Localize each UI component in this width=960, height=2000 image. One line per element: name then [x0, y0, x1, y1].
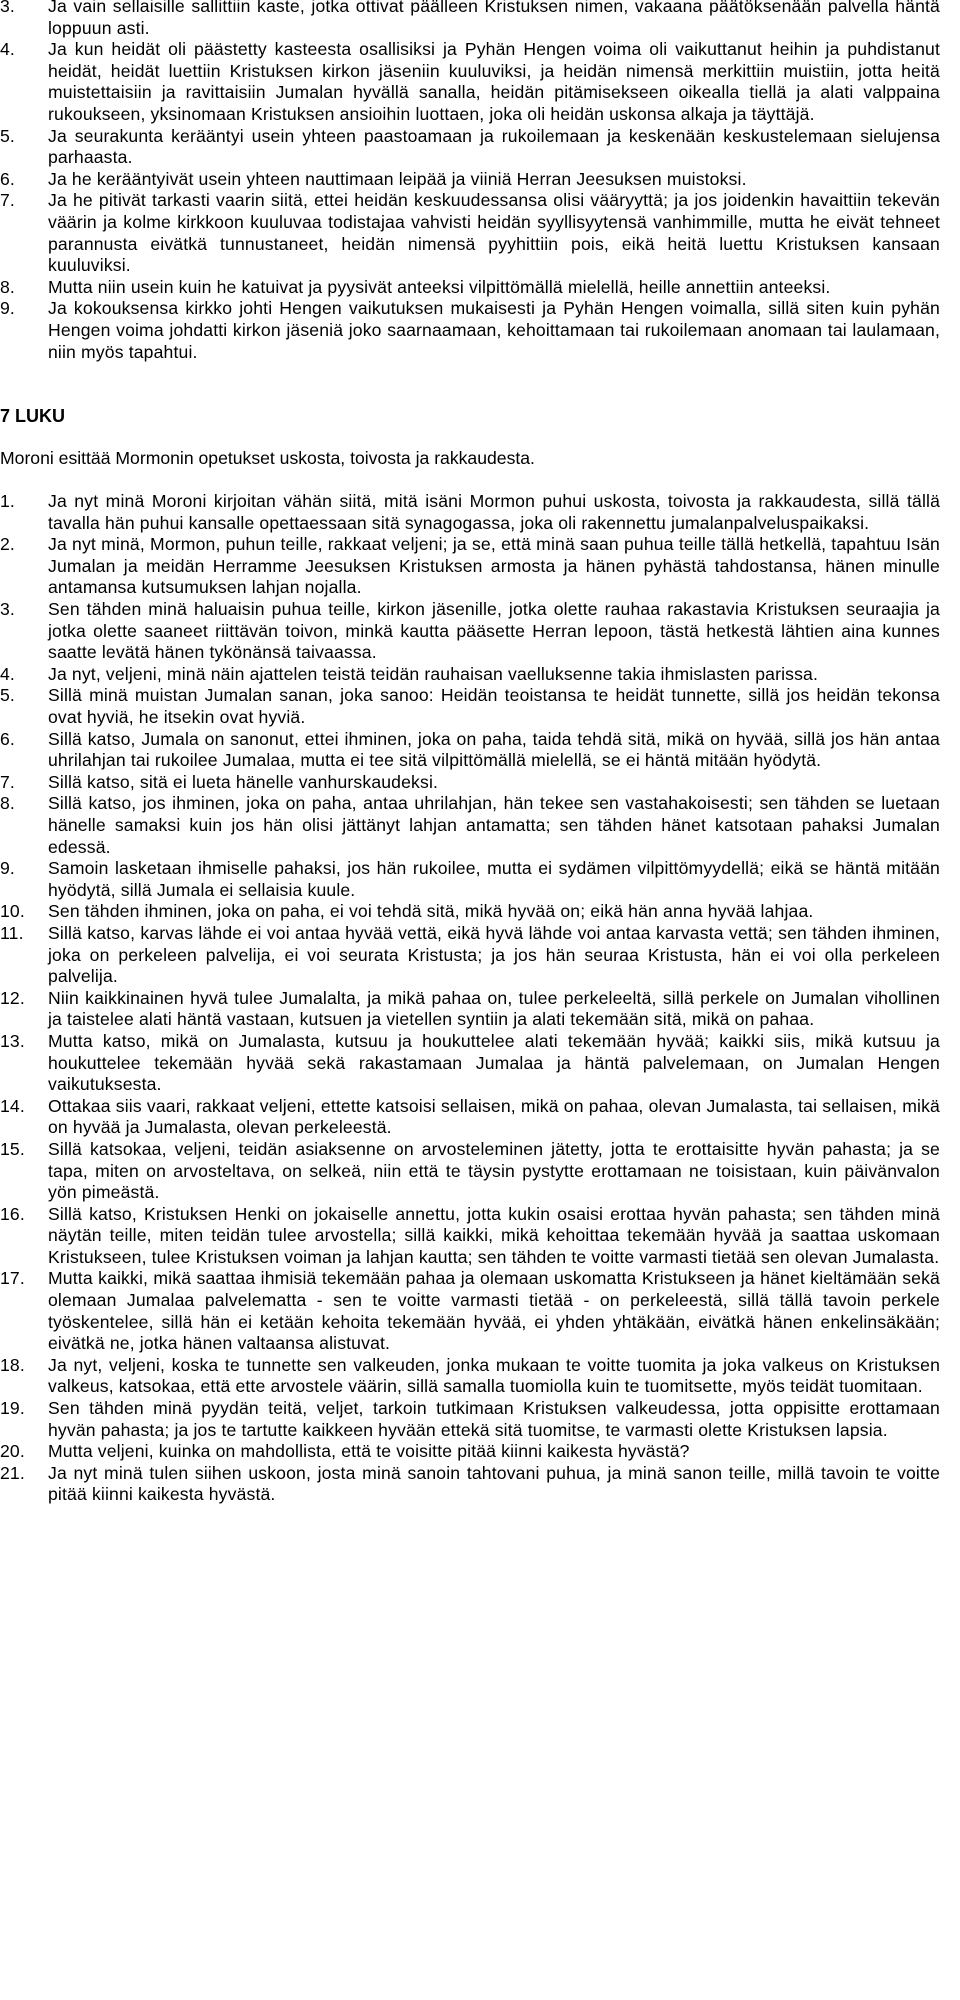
verse-number: 6.: [0, 728, 15, 749]
verse-number: 8.: [0, 276, 15, 297]
verse-number: 14.: [0, 1095, 25, 1116]
verse-number: 3.: [0, 0, 15, 16]
verse: [0, 923, 940, 988]
verse: [0, 1096, 940, 1139]
verse: [0, 1031, 940, 1096]
verse: [0, 599, 940, 664]
verse-text: Ja kokouksensa kirkko johti Hengen vaikutuksen mukaisesti ja Pyhän Hengen voimalla, sillä siten kuin pyhän Hengen voima johdatti kirkon jäseniä joko saarnaamaan, kehoittamaan tai rukoilemaan anomaan tai laulamaan, niin myös tapahtui.: [48, 298, 940, 362]
verse-text: Mutta kaikki, mikä saattaa ihmisiä tekemään pahaa ja olemaan uskomatta Kristukseen ja hänet kieltämään sekä olemaan Jumalaa palvelematta - sen te voitte varmasti tietää - on perkeleestä, sillä tällä tavoin perkele työskentelee, sillä hän ei ketään kehoita tekemään hyvää, ei yhden yhtäkään, eivätkä hänen enkelinsäkään; eivätkä ne, jotka hänen valtaansa alistuvat.: [48, 1268, 940, 1354]
verse-text: Ja seurakunta kerääntyi usein yhteen paastoamaan ja rukoilemaan ja keskenään keskustelemaan sielujensa parhaasta.: [48, 125, 940, 168]
verse: [0, 39, 940, 125]
verse-text: Sen tähden minä haluaisin puhua teille, kirkon jäsenille, jotka olette rauhaa rakastavia Kristuksen seuraajia ja jotka olette saaneet riittävän toivon, minkä kautta pääsette Herran lepoon, tästä hetkestä lähtien aina kunnes saatte levätä hänen tykönänsä taivaassa.: [48, 599, 940, 663]
verse-number: 5.: [0, 125, 15, 146]
verse-text: Mutta veljeni, kuinka on mahdollista, että te voisitte pitää kiinni kaikesta hyvästä?: [48, 1441, 690, 1462]
verse-number: 11.: [0, 922, 24, 943]
verse-number: 4.: [0, 663, 15, 684]
verse: [0, 1463, 940, 1506]
verse: [0, 901, 940, 923]
verse: [0, 1139, 940, 1204]
verse: [0, 793, 940, 858]
verse-number: 13.: [0, 1030, 25, 1051]
verse: [0, 277, 940, 299]
verse: [0, 685, 940, 728]
verse-number: 18.: [0, 1354, 25, 1375]
verse-number: 12.: [0, 987, 25, 1008]
verse-text: Ja he pitivät tarkasti vaarin siitä, ettei heidän keskuudessansa olisi vääryyttä; ja jos joidenkin havaittiin tekevän väärin ja kolme kirkkoon kuuluvaa todistajaa vahvisti heidän syyllisyytensä vanhimmille, mutta he eivät tehneet parannusta eivätkä tunnustaneet, heidän nimensä pyyhittiin pois, eikä heitä luettu Kristuksen kansaan kuuluviksi.: [48, 190, 940, 276]
chapter-verses: [0, 491, 940, 1506]
verse-text: Sillä katso, sitä ei lueta hänelle vanhurskaudeksi.: [48, 771, 439, 792]
verse: [0, 858, 940, 901]
verse-text: Ja nyt minä tulen siihen uskoon, josta minä sanoin tahtovani puhua, ja minä sanon teille, millä tavoin te voitte pitää kiinni kaikesta hyvästä.: [48, 1462, 940, 1505]
verse-text: Sillä katso, karvas lähde ei voi antaa hyvää vettä, eikä hyvä lähde voi antaa karvasta vettä; sen tähden ihminen, joka on perkeleen palvelija, ei voi seurata Kristusta; ja jos hän seuraa Kristusta, hän ei voi olla perkeleen palvelija.: [48, 922, 940, 987]
verse-text: Sillä minä muistan Jumalan sanan, joka sanoo: Heidän teoistansa te heidät tunnette, sillä jos heidän tekonsa ovat hyviä, he itsekin ovat hyviä.: [48, 685, 940, 728]
verse: [0, 491, 940, 534]
verse: [0, 729, 940, 772]
verse: [0, 1398, 940, 1441]
verse-text: Ja he kerääntyivät usein yhteen nauttimaan leipää ja viiniä Herran Jeesuksen muistoksi.: [48, 168, 747, 189]
verse: [0, 126, 940, 169]
verse-text: Ja nyt minä, Mormon, puhun teille, rakkaat veljeni; ja se, että minä saan puhua teille tällä hetkellä, tapahtuu Isän Jumalan ja meidän Herramme Jeesuksen Kristuksen armosta ja hänen pyhästä tahdostansa, hänen minulle antamansa kutsumuksen lahjan nojalla.: [48, 534, 940, 598]
verse-number: 5.: [0, 685, 15, 706]
verse-number: 16.: [0, 1203, 25, 1224]
verse-number: 17.: [0, 1268, 25, 1289]
verse-text: Niin kaikkinainen hyvä tulee Jumalalta, ja mikä pahaa on, tulee perkeleeltä, sillä perkele on Jumalan vihollinen ja taistelee alati häntä vastaan, kutsuen ja vietellen syntiin ja alati tekemään sitä, mikä on pahaa.: [48, 987, 940, 1030]
verse-number: 6.: [0, 168, 15, 189]
verse-number: 9.: [0, 858, 15, 879]
chapter-summary: Moroni esittää Mormonin opetukset uskosta, toivosta ja rakkaudesta.: [0, 448, 535, 469]
spacer: [0, 427, 940, 448]
verse: [0, 1355, 940, 1398]
chapter-title: 7 LUKU: [0, 406, 66, 427]
verse-text: Mutta katso, mikä on Jumalasta, kutsuu ja houkuttelee alati tekemään hyvää; kaikki siis, mikä kutsuu ja houkuttelee tekemään hyvää sekä rakastamaan Jumalaa ja häntä palvelemaan, on Jumalan Hengen vaikutuksesta.: [48, 1030, 940, 1095]
spacer: [0, 470, 940, 491]
verse-text: Ja kun heidät oli päästetty kasteesta osallisiksi ja Pyhän Hengen voima oli vaikuttanut heihin ja puhdistanut heidät, heidät luettiin Kristuksen kirkon jäseniin kuuluviksi, ja heidän nimensä merkittiin muistiin, jotta heitä muistettaisiin ja ravittaisiin Jumalan hyvällä sanalla, heidän pitämisekseen oikealla tiellä ja alati valppaina rukoukseen, yksinomaan Kristuksen ansioihin luottaen, joka oli heidän uskonsa alkaja ja täyttäjä.: [48, 39, 940, 124]
verse-text: Samoin lasketaan ihmiselle pahaksi, jos hän rukoilee, mutta ei sydämen vilpittömyydellä; eikä se häntä mitään hyödytä, sillä Jumala ei sellaisia kuule.: [48, 858, 940, 900]
verse-text: Sillä katsokaa, veljeni, teidän asiaksenne on arvosteleminen jätetty, jotta te erottaisitte hyvän pahasta; ja se tapa, miten on arvosteltava, on selkeä, niin että te täysin pystytte erottamaan ne toisistaan, kuin päivänvalon yön pimeästä.: [48, 1138, 940, 1203]
verse-text: Ja vain sellaisille sallittiin kaste, jotka ottivat päälleen Kristuksen nimen, vakaana päätöksenään palvella häntä loppuun asti.: [48, 0, 940, 38]
verse-number: 9.: [0, 298, 15, 319]
verse-number: 21.: [0, 1462, 25, 1483]
verse-text: Mutta niin usein kuin he katuivat ja pyysivät anteeksi vilpittömällä mielellä, heille annettiin anteeksi.: [48, 276, 831, 297]
verse: [0, 1268, 940, 1354]
verse-number: 7.: [0, 771, 15, 792]
verse: [0, 169, 940, 191]
verse-number: 2.: [0, 534, 15, 555]
verse-number: 20.: [0, 1441, 25, 1462]
spacer: [0, 363, 940, 405]
verse: [0, 534, 940, 599]
verse-text: Ja nyt minä Moroni kirjoitan vähän siitä, mitä isäni Mormon puhui uskosta, toivosta ja rakkaudesta, sillä tällä tavalla hän puhui kansalle opettaessaan sitä synagogassa, joka oli rakennettu jumalanpalveluspaikaksi.: [48, 491, 940, 533]
verse-number: 4.: [0, 39, 15, 60]
verse-text: Sillä katso, Jumala on sanonut, ettei ihminen, joka on paha, taida tehdä sitä, mikä on hyvää, sillä jos hän antaa uhrilahjan tai rukoilee Jumalaa, mutta ei tee sitä vilpittömällä mielellä, se ei häntä mitään hyödytä.: [48, 728, 940, 771]
previous-chapter-verses: [0, 0, 940, 363]
verse: [0, 772, 940, 794]
verse-number: 15.: [0, 1138, 25, 1159]
verse-number: 7.: [0, 190, 15, 211]
verse-text: Sen tähden ihminen, joka on paha, ei voi tehdä sitä, mikä hyvää on; eikä hän anna hyvää lahjaa.: [48, 901, 814, 922]
verse-text: Ja nyt, veljeni, minä näin ajattelen teistä teidän rauhaisan vaelluksenne takia ihmislasten parissa.: [48, 663, 819, 684]
verse: [0, 988, 940, 1031]
verse-number: 10.: [0, 901, 25, 922]
verse-number: 8.: [0, 793, 15, 814]
verse: [0, 0, 940, 39]
verse: [0, 298, 940, 363]
verse-text: Ja nyt, veljeni, koska te tunnette sen valkeuden, jonka mukaan te voitte tuomita ja joka valkeus on Kristuksen valkeus, katsokaa, että ette arvostele väärin, sillä samalla tuomiolla kuin te tuomitsette, myös teidät tuomitaan.: [48, 1354, 940, 1397]
verse-number: 19.: [0, 1398, 25, 1419]
verse-number: 1.: [0, 491, 15, 512]
verse: [0, 664, 940, 686]
verse-number: 3.: [0, 599, 15, 620]
verse: [0, 190, 940, 276]
verse-text: Sillä katso, jos ihminen, joka on paha, antaa uhrilahjan, hän tekee sen vastahakoisesti; sen tähden se luetaan hänelle samaksi kuin jos hän olisi jättänyt lahjan antamatta; sen tähden hänet katsotaan pahaksi Jumalan edessä.: [48, 793, 940, 857]
verse-text: Ottakaa siis vaari, rakkaat veljeni, ettette katsoisi sellaisen, mikä on pahaa, olevan Jumalasta, tai sellaisen, mikä on hyvää ja Jumalasta, olevan perkeleestä.: [48, 1095, 940, 1138]
verse: [0, 1204, 940, 1269]
verse-text: Sillä katso, Kristuksen Henki on jokaiselle annettu, jotta kukin osaisi erottaa hyvän pahasta; sen tähden minä näytän teille, miten teidän tulee arvostella; sillä kaikki, mikä kehoittaa tekemään hyvää ja saattaa uskomaan Kristukseen, tulee Kristuksen voiman ja lahjan kautta; sen tähden te voitte varmasti tietää sen olevan Jumalasta.: [48, 1203, 940, 1267]
verse: [0, 1441, 940, 1463]
verse-text: Sen tähden minä pyydän teitä, veljet, tarkoin tutkimaan Kristuksen valkeudessa, jotta oppisitte erottamaan hyvän pahasta; ja jos te tartutte kaikkeen hyvään ettekä sitä tuomitse, te varmasti olette Kristuksen lapsia.: [48, 1398, 940, 1440]
